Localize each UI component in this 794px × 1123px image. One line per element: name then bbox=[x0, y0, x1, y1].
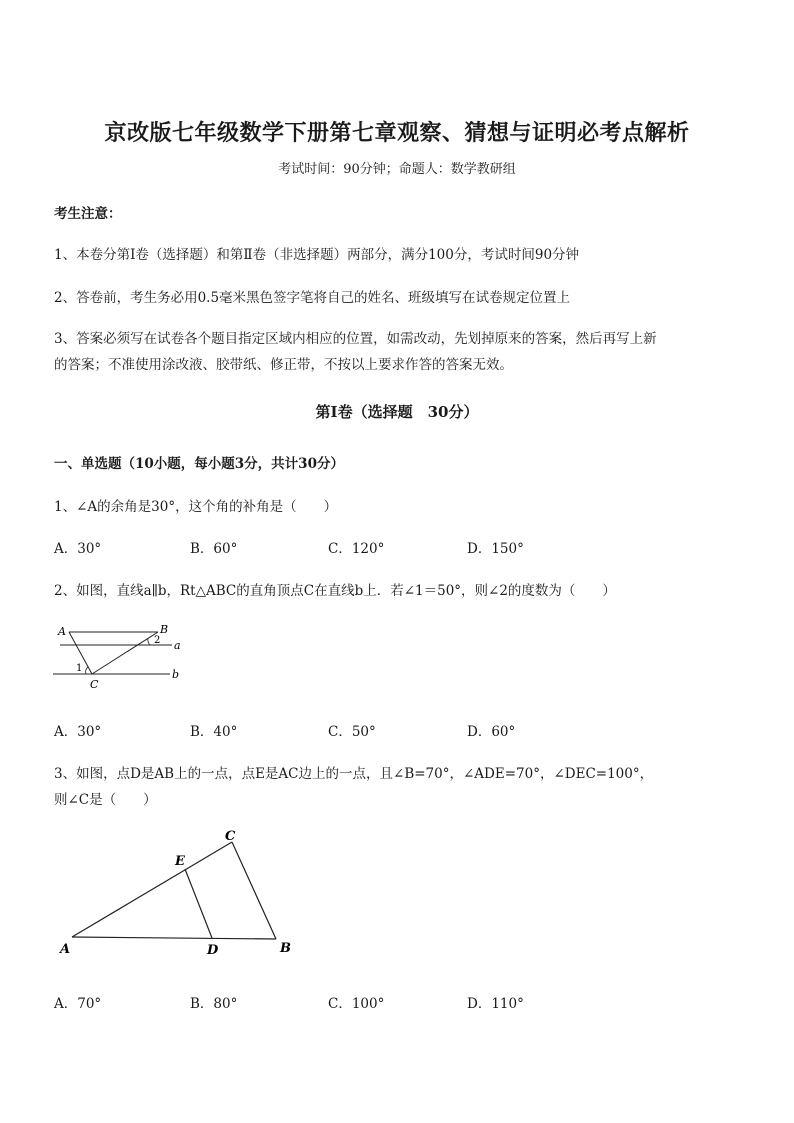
question-3-figure bbox=[55, 825, 300, 960]
label-c-point: C bbox=[225, 829, 236, 844]
notice-item-1: 1、本卷分第Ⅰ卷（选择题）和第Ⅱ卷（非选择题）两部分，满分100分，考试时间90分钟 bbox=[54, 247, 580, 263]
question-2-figure bbox=[50, 620, 190, 692]
question-3-option-c: C．100° bbox=[328, 996, 385, 1012]
document-subtitle: 考试时间：90分钟；命题人：数学教研组 bbox=[278, 162, 516, 177]
label-b-point: B bbox=[160, 623, 169, 636]
notice-item-3: 3、答案必须写在试卷各个题目指定区域内相应的位置，如需改动，先划掉原来的答案，然后再写上新 bbox=[54, 331, 657, 347]
question-3-option-d: D．110° bbox=[467, 996, 524, 1012]
notice-item-2: 2、答卷前，考生务必用0.5毫米黑色签字笔将自己的姓名、班级填写在试卷规定位置上 bbox=[54, 290, 571, 306]
notice-heading: 考生注意： bbox=[54, 206, 122, 222]
label-e-point: E bbox=[175, 854, 185, 869]
segment-ab bbox=[72, 937, 276, 939]
label-b-point: B bbox=[280, 941, 291, 956]
segment-bc bbox=[232, 842, 276, 939]
question-3-stem: 3、如图，点D是AB上的一点，点E是AC边上的一点，且∠B=70°，∠ADE=70°，∠DEC=100°， bbox=[54, 766, 654, 782]
angle-2-arc bbox=[148, 638, 150, 645]
angle-1-arc bbox=[86, 667, 88, 674]
question-2-option-b: B．40° bbox=[190, 724, 238, 740]
label-angle-1: 1 bbox=[76, 663, 83, 674]
document-title: 京改版七年级数学下册第七章观察、猜想与证明必考点解析 bbox=[104, 120, 690, 146]
label-angle-2: 2 bbox=[154, 635, 161, 646]
question-3-stem-continued: 则∠C是（ ） bbox=[54, 792, 157, 808]
notice-item-3-continued: 的答案；不准使用涂改液、胶带纸、修正带，不按以上要求作答的答案无效。 bbox=[54, 357, 513, 373]
part-title: 一、单选题（10小题，每小题3分，共计30分） bbox=[54, 456, 344, 472]
question-1-option-c: C．120° bbox=[328, 541, 385, 557]
question-3-option-a: A．70° bbox=[54, 996, 102, 1012]
question-2-option-c: C．50° bbox=[328, 724, 376, 740]
label-d-point: D bbox=[207, 943, 219, 958]
question-3-option-b: B．80° bbox=[190, 996, 238, 1012]
segment-de bbox=[185, 869, 212, 938]
question-2-option-a: A．30° bbox=[54, 724, 102, 740]
question-1-option-b: B．60° bbox=[190, 541, 238, 557]
section-title: 第Ⅰ卷（选择题 30分） bbox=[315, 403, 479, 421]
question-2-option-d: D．60° bbox=[467, 724, 516, 740]
label-a-point: A bbox=[58, 625, 66, 638]
question-2-stem: 2、如图，直线a∥b，Rt△ABC的直角顶点C在直线b上．若∠1＝50°，则∠2的度数为（ ） bbox=[54, 583, 616, 599]
label-a-point: A bbox=[60, 942, 71, 957]
segment-ac bbox=[72, 842, 232, 937]
question-1-option-a: A．30° bbox=[54, 541, 102, 557]
label-c-point: C bbox=[90, 678, 99, 691]
label-line-a: a bbox=[174, 639, 181, 652]
question-1-stem: 1、∠A的余角是30°，这个角的补角是（ ） bbox=[54, 499, 338, 515]
label-line-b: b bbox=[172, 668, 180, 681]
question-1-option-d: D．150° bbox=[467, 541, 524, 557]
